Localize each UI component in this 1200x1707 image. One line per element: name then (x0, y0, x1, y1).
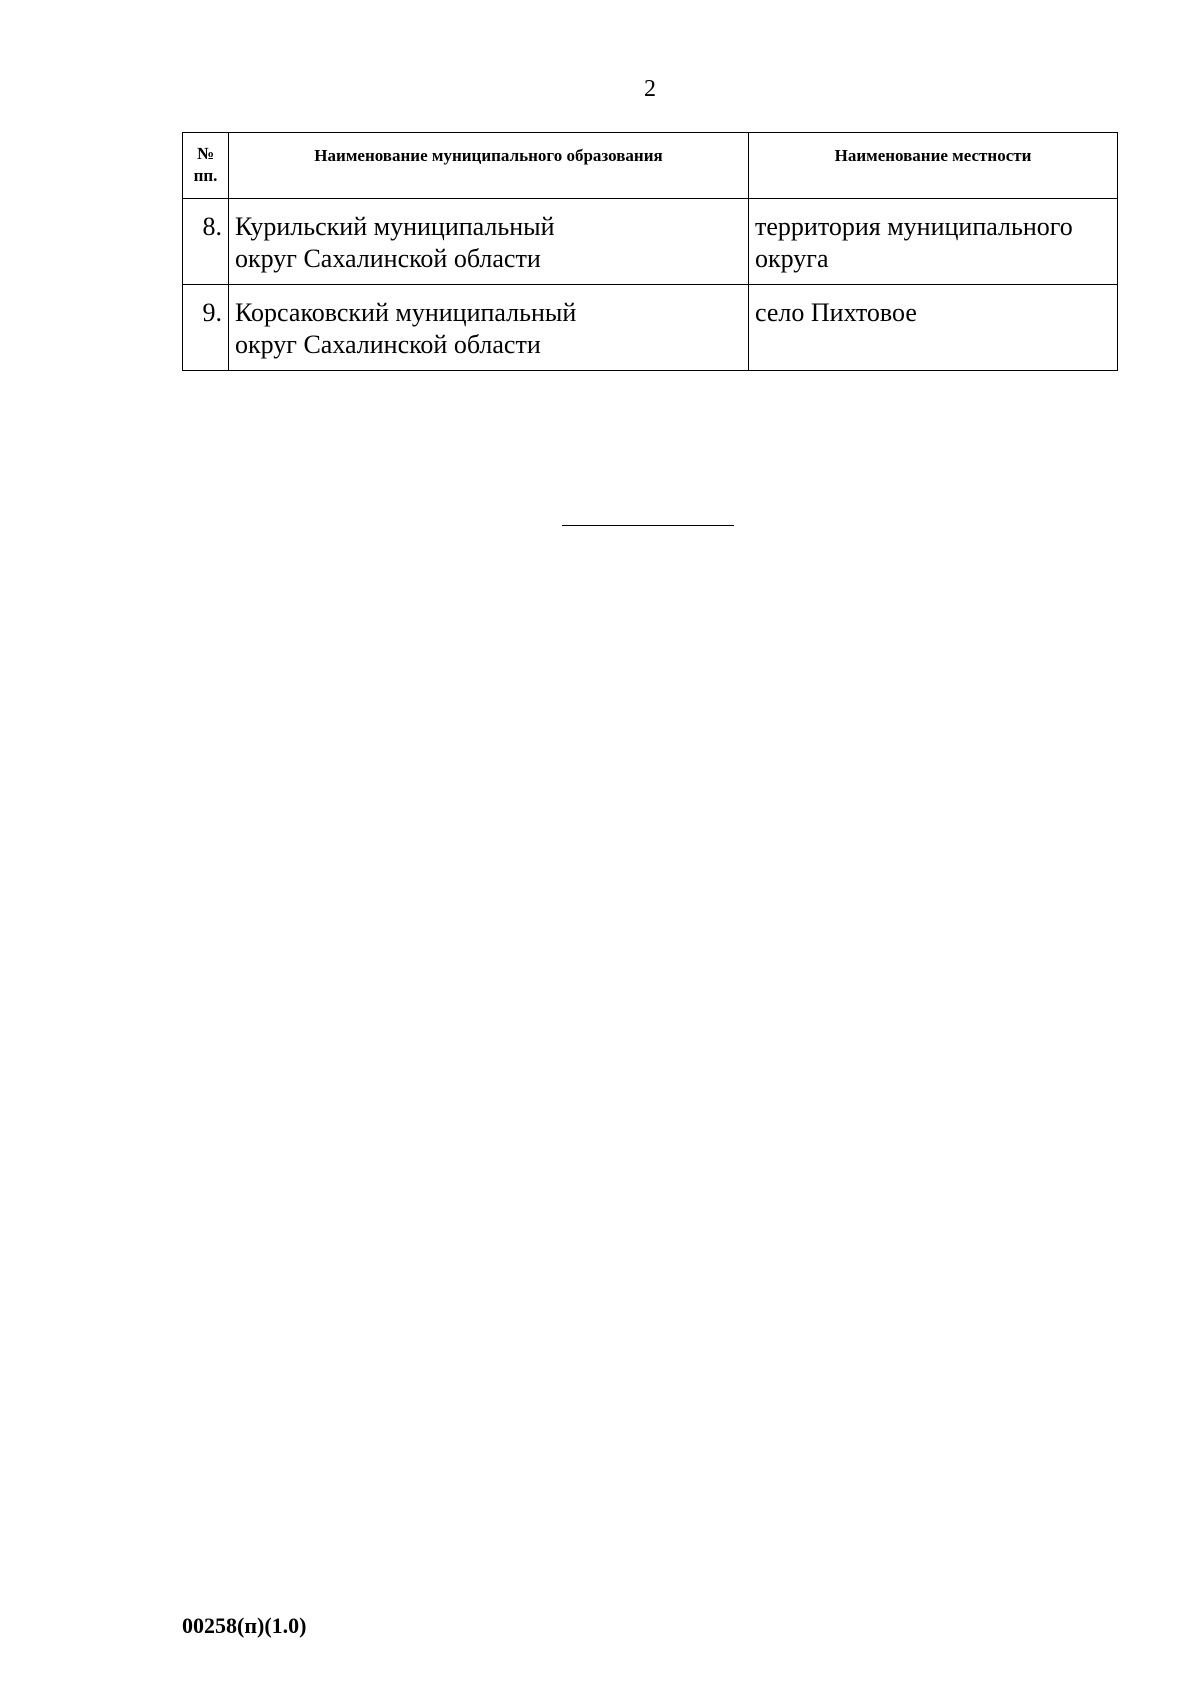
municipality-line: округ Сахалинской области (235, 244, 541, 273)
locality-cell (749, 285, 1118, 371)
municipality-line: Курильский муниципальный (235, 212, 555, 241)
end-of-document-line (562, 525, 734, 526)
row-number: 9. (183, 285, 229, 371)
header-locality: Наименование местности (749, 133, 1118, 199)
locality-line: село Пихтовое (755, 298, 917, 327)
locality-cell (749, 199, 1118, 285)
header-number: № пп. (183, 133, 229, 199)
row-number: 8. (183, 199, 229, 285)
municipality-line: Корсаковский муниципальный (235, 298, 577, 327)
header-municipality: Наименование муниципального образования (229, 133, 749, 199)
table-row (183, 199, 1118, 285)
table-header-row (183, 133, 1118, 199)
municipality-cell (229, 285, 749, 371)
document-code: 00258(п)(1.0) (182, 1613, 307, 1638)
locality-line: территория муниципального (755, 212, 1073, 241)
municipality-cell (229, 199, 749, 285)
municipality-table (182, 132, 1118, 371)
locality-line: округа (755, 244, 829, 273)
table-row (183, 285, 1118, 371)
municipality-line: округ Сахалинской области (235, 330, 541, 359)
page-number: 2 (644, 76, 656, 102)
